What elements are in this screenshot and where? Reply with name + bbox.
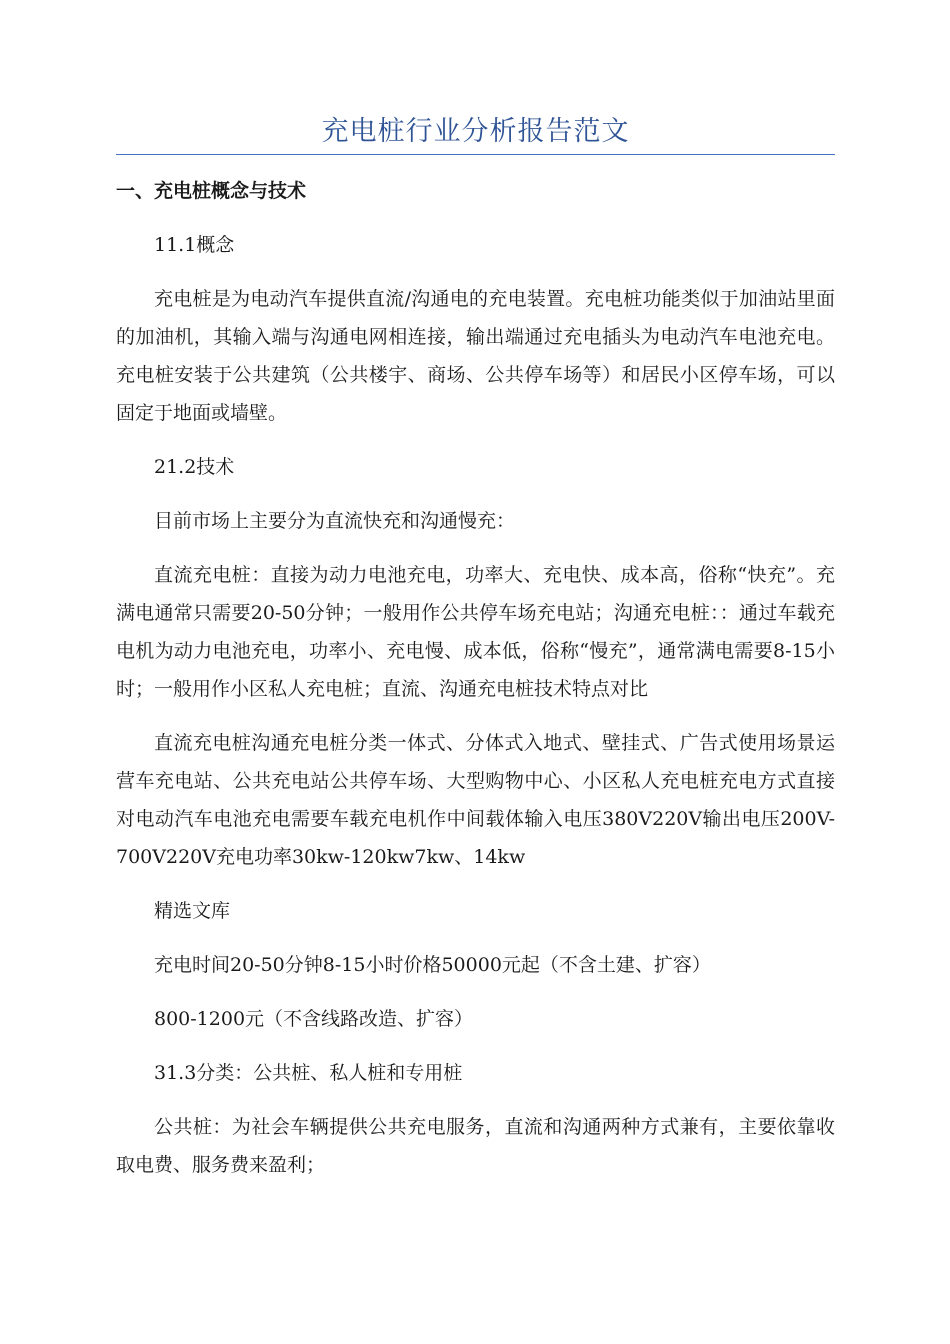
paragraph: 直流充电桩沟通充电桩分类一体式、分体式入地式、壁挂式、广告式使用场景运营车充电站、公共充电站公共停车场、大型购物中心、小区私人充电桩充电方式直接对电动汽车电池充电需要车载充电机作中间载体输入电压380V220V输出电压200V-700V220V充电功率30kw-120kw7kw、14kw [116,732,835,868]
document-title: 充电桩行业分析报告范文 [321,116,630,147]
paragraph: 公共桩：为社会车辆提供公共充电服务，直流和沟通两种方式兼有，主要依靠收取电费、服务费来盈利； [116,1116,835,1176]
subsection-heading: 11.1概念 [154,234,235,256]
section-heading: 一、充电桩概念与技术 [116,180,307,202]
title-underline [116,154,835,155]
paragraph: 充电时间20-50分钟8-15小时价格50000元起（不含土建、扩容） [154,954,711,976]
subsection-heading: 21.2技术 [154,456,235,478]
paragraph: 直流充电桩：直接为动力电池充电，功率大、充电快、成本高，俗称“快充”。充满电通常只需要20-50分钟；一般用作公共停车场充电站；沟通充电桩：：通过车载充电机为动力电池充电，功率小、充电慢、成本低，俗称“慢充”，通常满电需要8-15小时；一般用作小区私人充电桩；直流、沟通充电桩技术特点对比 [116,564,835,700]
paragraph: 目前市场上主要分为直流快充和沟通慢充： [154,510,516,532]
document-body [116,172,835,1200]
paragraph: 精选文库 [154,900,231,922]
paragraph: 800-1200元（不含线路改造、扩容） [154,1008,474,1030]
subsection-heading: 31.3分类：公共桩、私人桩和专用桩 [154,1062,463,1084]
paragraph: 充电桩是为电动汽车提供直流/沟通电的充电装置。充电桩功能类似于加油站里面的加油机，其输入端与沟通电网相连接，输出端通过充电插头为电动汽车电池充电。充电桩安装于公共建筑（公共楼宇、商场、公共停车场等）和居民小区停车场，可以固定于地面或墙壁。 [116,288,835,424]
